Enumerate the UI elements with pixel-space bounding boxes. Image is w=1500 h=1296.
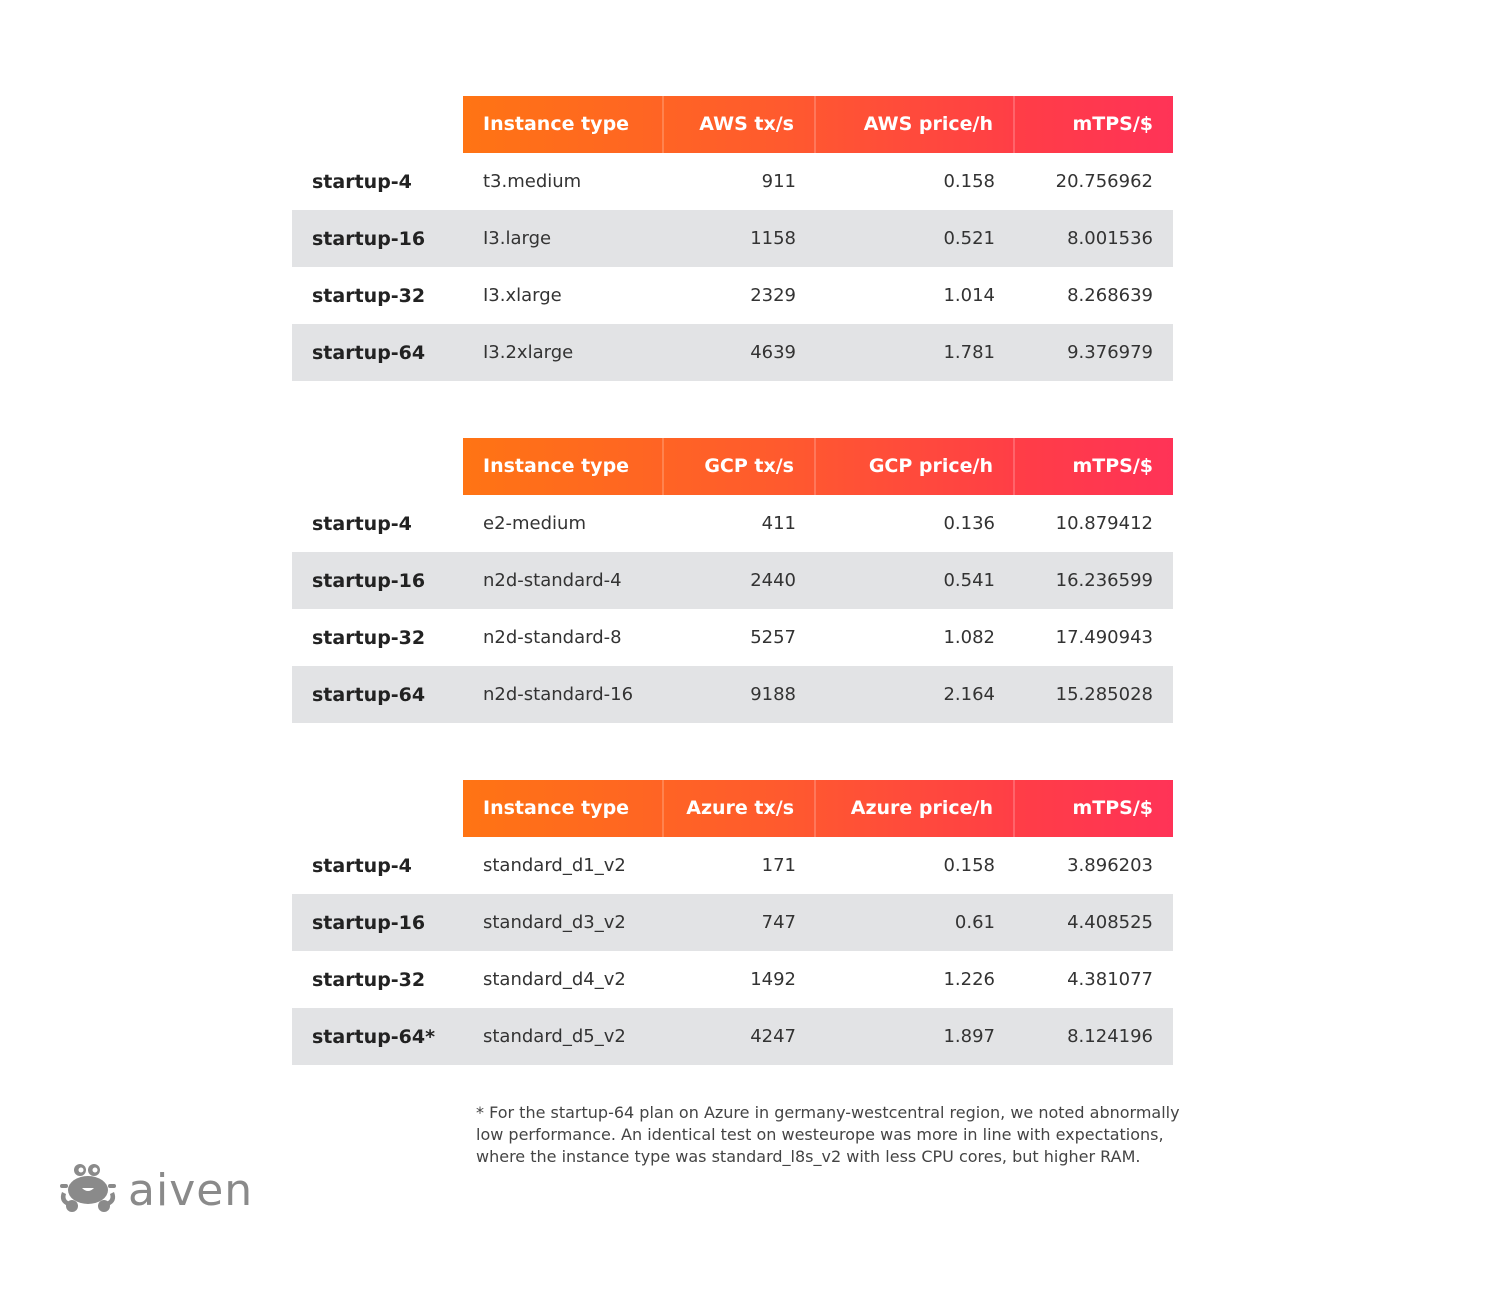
price-cell: 1.781 xyxy=(943,342,995,363)
header-mtps: mTPS/$ xyxy=(1072,455,1153,477)
table-row xyxy=(292,210,1173,267)
tps-cell: 4247 xyxy=(750,1026,796,1047)
footnote: * For the startup-64 plan on Azure in germany-westcentral region, we noted abnormally low performance. An identical test on westeurope was more in line with expectations, where the instance type was standard_l8s_v2 with less CPU cores, but higher RAM. xyxy=(476,1103,1180,1166)
mtps-cell: 4.381077 xyxy=(1067,969,1153,990)
price-cell: 1.226 xyxy=(943,969,995,990)
logo-text: aiven xyxy=(128,1164,254,1216)
plan-label: startup-4 xyxy=(312,854,412,877)
instance-cell: n2d-standard-8 xyxy=(483,627,622,648)
header-tps: GCP tx/s xyxy=(664,438,816,495)
plan-label: startup-64 xyxy=(312,683,426,706)
instance-cell: standard_d3_v2 xyxy=(483,912,626,933)
plan-label: startup-64 xyxy=(312,341,426,364)
header-instance-type: Instance type xyxy=(463,96,664,153)
aiven-logo xyxy=(58,1162,253,1218)
price-cell: 0.61 xyxy=(954,912,995,933)
table-row xyxy=(292,1008,1173,1065)
price-cell: 0.521 xyxy=(943,228,995,249)
instance-cell: standard_d5_v2 xyxy=(483,1026,626,1047)
mtps-cell: 8.124196 xyxy=(1067,1026,1153,1047)
instance-cell: I3.large xyxy=(483,228,552,249)
instance-cell: I3.2xlarge xyxy=(483,342,574,363)
tps-cell: 911 xyxy=(761,171,796,192)
header-mtps: mTPS/$ xyxy=(1072,797,1153,819)
tps-cell: 4639 xyxy=(750,342,796,363)
mtps-cell: 15.285028 xyxy=(1055,684,1153,705)
plan-label: startup-32 xyxy=(312,968,426,991)
instance-cell: standard_d1_v2 xyxy=(483,855,626,876)
table-row xyxy=(292,495,1173,552)
mtps-cell: 3.896203 xyxy=(1067,855,1153,876)
tps-cell: 5257 xyxy=(750,627,796,648)
price-cell: 0.136 xyxy=(943,513,995,534)
tps-cell: 2329 xyxy=(750,285,796,306)
price-cell: 0.158 xyxy=(943,855,995,876)
table-row xyxy=(292,609,1173,666)
plan-label: startup-64* xyxy=(312,1025,436,1048)
azure-table xyxy=(292,780,1173,1065)
crab-icon xyxy=(58,1162,118,1218)
mtps-cell: 9.376979 xyxy=(1067,342,1153,363)
mtps-cell: 17.490943 xyxy=(1055,627,1153,648)
mtps-cell: 8.001536 xyxy=(1067,228,1153,249)
tps-cell: 747 xyxy=(761,912,796,933)
azure-table-header xyxy=(463,780,1173,837)
mtps-cell: 20.756962 xyxy=(1055,171,1153,192)
tps-cell: 1492 xyxy=(750,969,796,990)
aws-table xyxy=(292,96,1173,381)
header-price: AWS price/h xyxy=(816,96,1015,153)
plan-label: startup-4 xyxy=(312,512,412,535)
table-row xyxy=(292,951,1173,1008)
price-cell: 2.164 xyxy=(943,684,995,705)
tps-cell: 411 xyxy=(761,513,796,534)
header-instance-type: Instance type xyxy=(463,780,664,837)
table-row xyxy=(292,837,1173,894)
instance-cell: n2d-standard-4 xyxy=(483,570,622,591)
header-price: GCP price/h xyxy=(816,438,1015,495)
instance-cell: t3.medium xyxy=(483,171,582,192)
tps-cell: 9188 xyxy=(750,684,796,705)
plan-label: startup-16 xyxy=(312,227,426,250)
table-row xyxy=(292,324,1173,381)
header-instance-type: Instance type xyxy=(463,438,664,495)
gcp-table-header xyxy=(463,438,1173,495)
instance-cell: standard_d4_v2 xyxy=(483,969,626,990)
header-tps: AWS tx/s xyxy=(664,96,816,153)
header-price: Azure price/h xyxy=(816,780,1015,837)
instance-cell: n2d-standard-16 xyxy=(483,684,634,705)
gcp-table xyxy=(292,438,1173,723)
price-cell: 0.541 xyxy=(943,570,995,591)
mtps-cell: 16.236599 xyxy=(1055,570,1153,591)
plan-label: startup-32 xyxy=(312,626,426,649)
header-tps: Azure tx/s xyxy=(664,780,816,837)
price-cell: 1.897 xyxy=(943,1026,995,1047)
plan-label: startup-4 xyxy=(312,170,412,193)
mtps-cell: 10.879412 xyxy=(1055,513,1153,534)
mtps-cell: 8.268639 xyxy=(1067,285,1153,306)
mtps-cell: 4.408525 xyxy=(1067,912,1153,933)
tps-cell: 171 xyxy=(761,855,796,876)
plan-label: startup-16 xyxy=(312,911,426,934)
table-row xyxy=(292,153,1173,210)
instance-cell: e2-medium xyxy=(483,513,586,534)
table-row xyxy=(292,666,1173,723)
tps-cell: 2440 xyxy=(750,570,796,591)
instance-cell: I3.xlarge xyxy=(483,285,562,306)
aws-table-header xyxy=(463,96,1173,153)
table-row xyxy=(292,267,1173,324)
plan-label: startup-16 xyxy=(312,569,426,592)
tps-cell: 1158 xyxy=(750,228,796,249)
price-cell: 0.158 xyxy=(943,171,995,192)
table-row xyxy=(292,552,1173,609)
table-row xyxy=(292,894,1173,951)
price-cell: 1.014 xyxy=(943,285,995,306)
plan-label: startup-32 xyxy=(312,284,426,307)
header-mtps: mTPS/$ xyxy=(1072,113,1153,135)
price-cell: 1.082 xyxy=(943,627,995,648)
